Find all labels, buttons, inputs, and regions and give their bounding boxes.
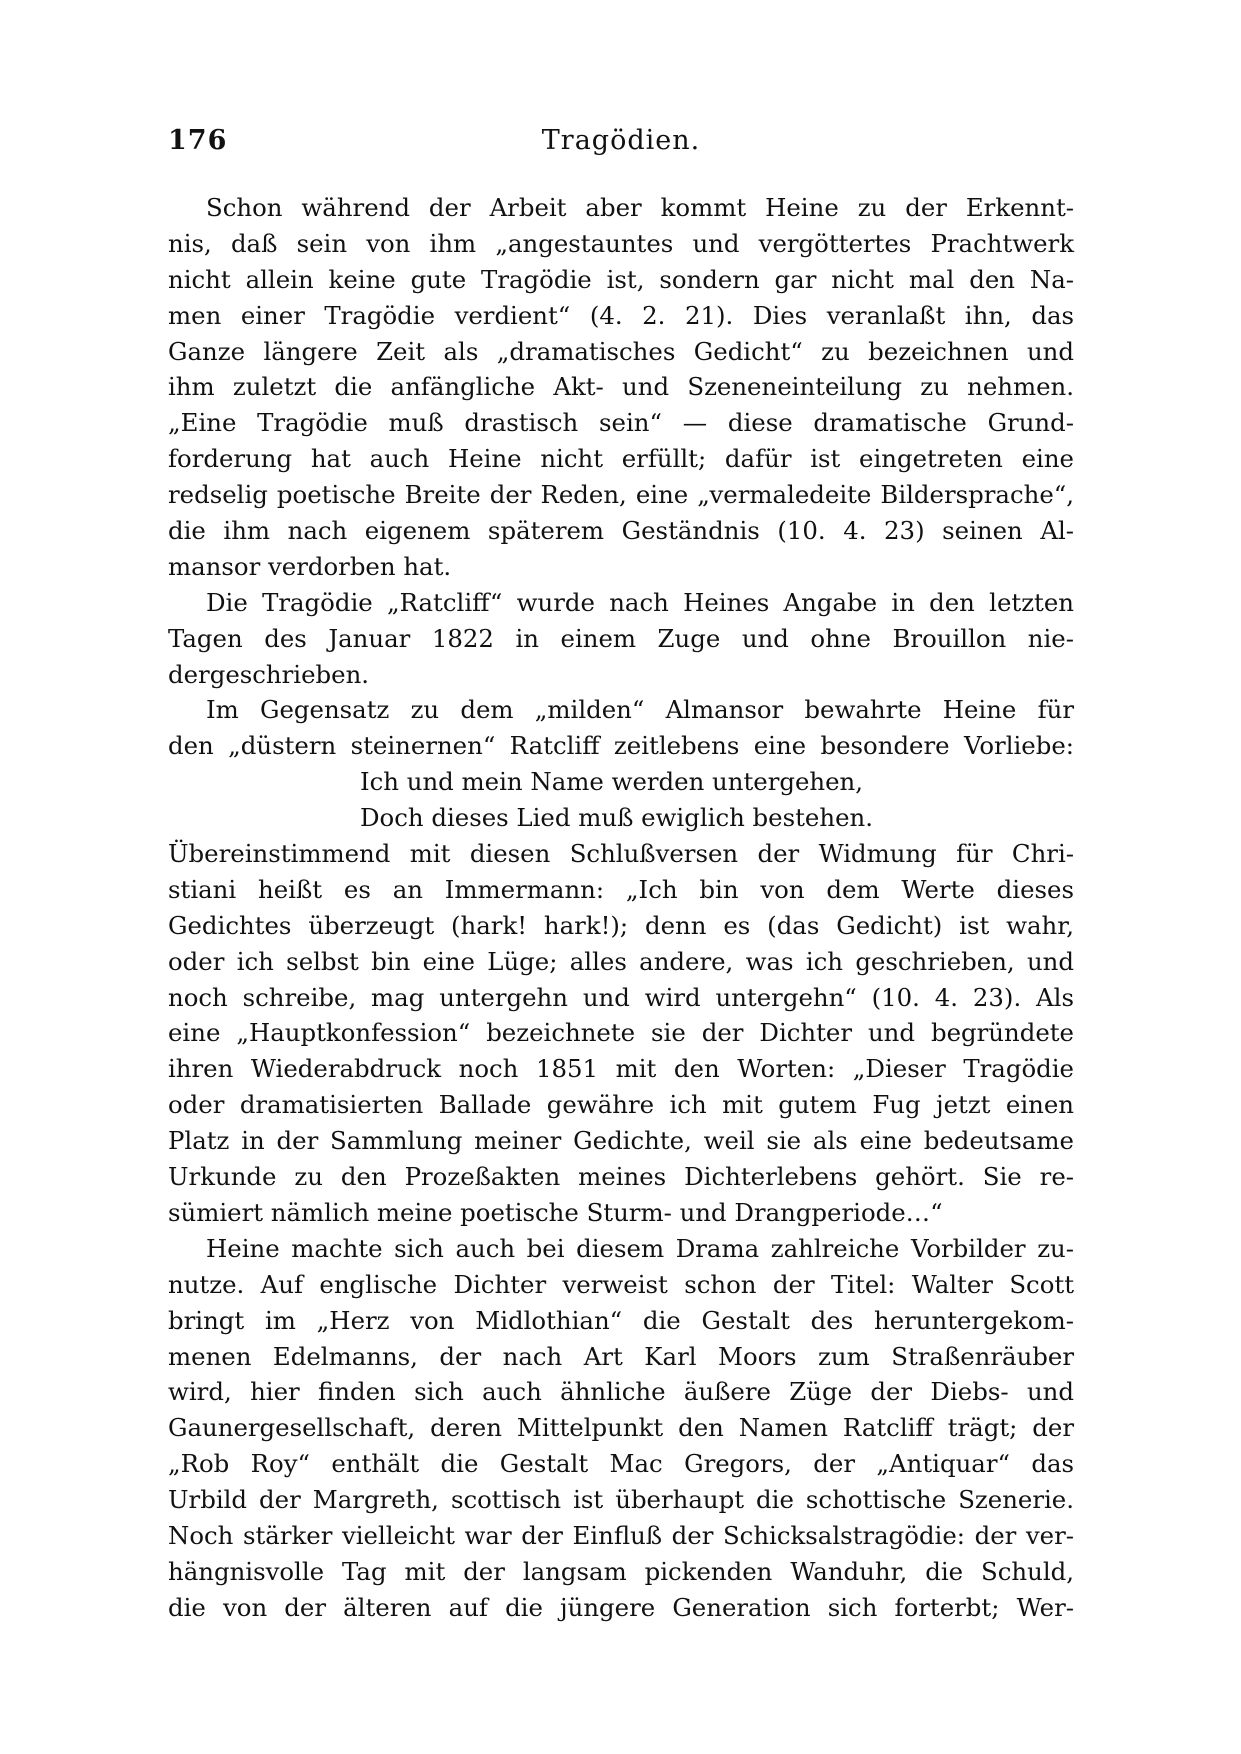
text-line: Heine machte sich auch bei diesem Drama zahlreiche Vorbilder zu-	[206, 1233, 1074, 1263]
verse-line: Doch dieses Lied muß ewiglich bestehen.	[360, 803, 873, 833]
text-line: den „düstern steinernen“ Ratcliff zeitlebens eine besondere Vorliebe:	[168, 731, 1074, 761]
verse-line: Ich und mein Name werden untergehen,	[360, 767, 864, 797]
text-line: die ihm nach eigenem späterem Geständnis (10. 4. 23) seinen Al-	[168, 516, 1074, 546]
text-line: hängnisvolle Tag mit der langsam pickenden Wanduhr, die Schuld,	[168, 1556, 1074, 1586]
text-line: noch schreibe, mag untergehn und wird untergehn“ (10. 4. 23). Als	[168, 982, 1074, 1012]
text-line: stiani heißt es an Immermann: „Ich bin von dem Werte dieses	[168, 874, 1074, 904]
text-line: oder ich selbst bin eine Lüge; alles andere, was ich geschrieben, und	[168, 946, 1074, 976]
text-line: redselig poetische Breite der Reden, eine „vermaledeite Bildersprache“,	[168, 480, 1074, 510]
text-line: dergeschrieben.	[168, 659, 370, 689]
text-line: Schon während der Arbeit aber kommt Heine zu der Erkennt-	[206, 193, 1074, 222]
text-line: die von der älteren auf die jüngere Generation sich forterbt; Wer-	[168, 1592, 1074, 1622]
text-line: Urkunde zu den Prozeßakten meines Dichterlebens gehört. Sie re-	[168, 1162, 1074, 1192]
text-line: Urbild der Margreth, scottisch ist überhaupt die schottische Szenerie.	[168, 1485, 1074, 1515]
page-header	[168, 125, 1074, 165]
body-text	[168, 190, 1074, 1626]
text-line: sümiert nämlich meine poetische Sturm- und Drangperiode…“	[168, 1197, 943, 1227]
text-line: forderung hat auch Heine nicht erfüllt; dafür ist eingetreten eine	[168, 444, 1074, 474]
text-line: menen Edelmanns, der nach Art Karl Moors zum Straßenräuber	[168, 1341, 1074, 1371]
text-line: Platz in der Sammlung meiner Gedichte, weil sie als eine bedeutsame	[168, 1126, 1074, 1156]
text-line: Gaunergesellschaft, deren Mittelpunkt den Namen Ratcliff trägt; der	[168, 1413, 1074, 1443]
text-line: ihm zuletzt die anfängliche Akt- und Szeneneinteilung zu nehmen.	[168, 372, 1074, 402]
text-line: ihren Wiederabdruck noch 1851 mit den Worten: „Dieser Tragödie	[168, 1054, 1074, 1084]
text-line: Gedichtes überzeugt (hark! hark!); denn es (das Gedicht) ist wahr,	[168, 910, 1074, 940]
running-head: Tragödien.	[541, 125, 701, 156]
text-line: mansor verdorben hat.	[168, 551, 452, 581]
text-line: wird, hier finden sich auch ähnliche äußere Züge der Diebs- und	[168, 1377, 1074, 1407]
text-line: Ganze längere Zeit als „dramatisches Gedicht“ zu bezeichnen und	[168, 336, 1074, 366]
text-line: Übereinstimmend mit diesen Schlußversen der Widmung für Chri-	[168, 839, 1074, 869]
page-number: 176	[168, 125, 228, 156]
text-line: Im Gegensatz zu dem „milden“ Almansor bewahrte Heine für	[206, 695, 1074, 725]
text-line: bringt im „Herz von Midlothian“ die Gestalt des heruntergekom-	[168, 1305, 1074, 1335]
text-line: oder dramatisierten Ballade gewähre ich mit gutem Fug jetzt einen	[168, 1090, 1074, 1120]
text-line: Noch stärker vielleicht war der Einfluß der Schicksalstragödie: der ver-	[168, 1520, 1074, 1550]
text-line: „Eine Tragödie muß drastisch sein“ — diese dramatische Grund-	[168, 408, 1074, 438]
text-line: „Rob Roy“ enthält die Gestalt Mac Gregors, der „Antiquar“ das	[168, 1449, 1074, 1479]
text-line: men einer Tragödie verdient“ (4. 2. 21). Dies veranlaßt ihn, das	[168, 300, 1074, 330]
text-line: nutze. Auf englische Dichter verweist schon der Titel: Walter Scott	[168, 1269, 1074, 1299]
text-line: eine „Hauptkonfession“ bezeichnete sie der Dichter und begründete	[168, 1018, 1074, 1048]
text-line: nis, daß sein von ihm „angestauntes und vergöttertes Prachtwerk	[168, 228, 1074, 258]
text-line: Tagen des Januar 1822 in einem Zuge und ohne Brouillon nie-	[168, 623, 1074, 653]
text-line: Die Tragödie „Ratcliff“ wurde nach Heines Angabe in den letzten	[206, 587, 1074, 617]
text-line: nicht allein keine gute Tragödie ist, sondern gar nicht mal den Na-	[168, 264, 1074, 294]
